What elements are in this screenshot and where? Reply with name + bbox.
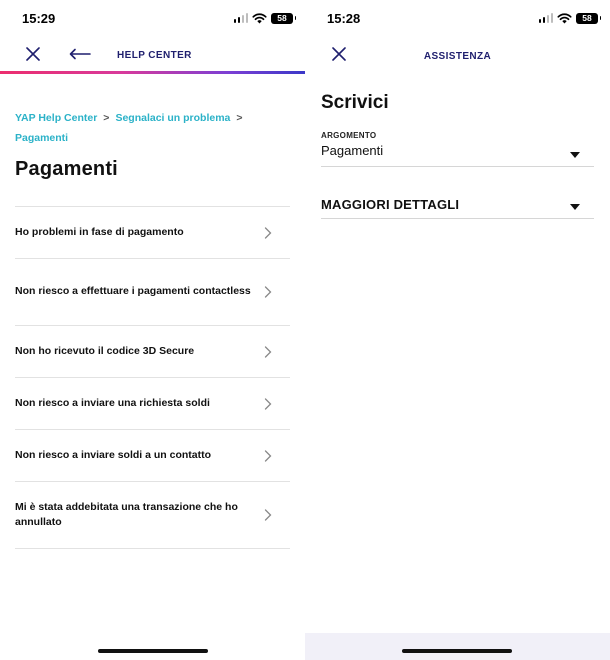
battery-icon: 58 [576,13,598,24]
signal-icon [234,13,249,23]
wifi-icon [252,13,267,24]
status-icons [539,12,599,24]
breadcrumb-link-segnalaci[interactable]: Segnalaci un problema [115,112,231,124]
wifi-icon [557,13,572,24]
status-bar [305,0,610,36]
breadcrumb-current-pagamenti[interactable]: Pagamenti [15,132,69,144]
close-button[interactable] [22,44,44,64]
assistenza-screen [305,0,610,660]
home-indicator[interactable] [98,649,208,653]
caret-down-icon [570,204,580,210]
chevron-right-icon [264,346,272,358]
list-item[interactable] [15,430,290,482]
chevron-right-icon [264,398,272,410]
back-arrow-icon [69,48,91,60]
list-item-label: Non riesco a inviare una richiesta soldi [15,396,210,409]
breadcrumb-separator: > [103,112,110,124]
page-title: Pagamenti [15,158,118,180]
list-item-label: Ho problemi in fase di pagamento [15,225,184,238]
status-time: 15:28 [327,11,361,26]
form-title: Scrivici [321,92,389,113]
signal-icon [539,13,554,23]
back-button[interactable] [68,44,92,64]
list-item[interactable] [15,207,290,259]
header-title: ASSISTENZA [423,51,492,62]
header-title: HELP CENTER [117,50,192,61]
argomento-label: ARGOMENTO [321,131,377,140]
app-header [0,36,305,72]
list-item[interactable] [15,326,290,378]
argomento-value: Pagamenti [321,143,384,158]
list-item-label: Non ho ricevuto il codice 3D Secure [15,344,195,357]
chevron-right-icon [264,227,272,239]
header-gradient-divider [0,71,305,74]
list-item[interactable] [15,259,290,326]
list-item[interactable] [15,482,290,549]
breadcrumb [15,108,285,148]
chevron-right-icon [264,509,272,521]
battery-icon: 58 [271,13,293,24]
status-bar [0,0,305,36]
bottom-bar [305,633,610,660]
close-icon [26,47,40,61]
list-item-label: Non riesco a inviare soldi a un contatto [15,448,212,461]
argomento-select[interactable] [321,131,594,167]
maggiori-dettagli-value: MAGGIORI DETTAGLI [321,197,460,212]
list-item[interactable] [15,378,290,430]
status-time: 15:29 [22,11,56,26]
caret-down-icon [570,152,580,158]
breadcrumb-separator: > [236,112,243,124]
app-header [305,36,610,72]
chevron-right-icon [264,450,272,462]
maggiori-dettagli-select[interactable] [321,197,594,219]
chevron-right-icon [264,286,272,298]
list-item-label: Non riesco a effettuare i pagamenti contactless [15,285,251,298]
status-icons [234,12,294,24]
home-indicator[interactable] [402,649,512,653]
breadcrumb-link-help-center[interactable]: YAP Help Center [15,112,98,124]
list-item-label: Mi è stata addebitata una transazione che ho annullato [15,500,238,528]
faq-list [15,206,290,549]
